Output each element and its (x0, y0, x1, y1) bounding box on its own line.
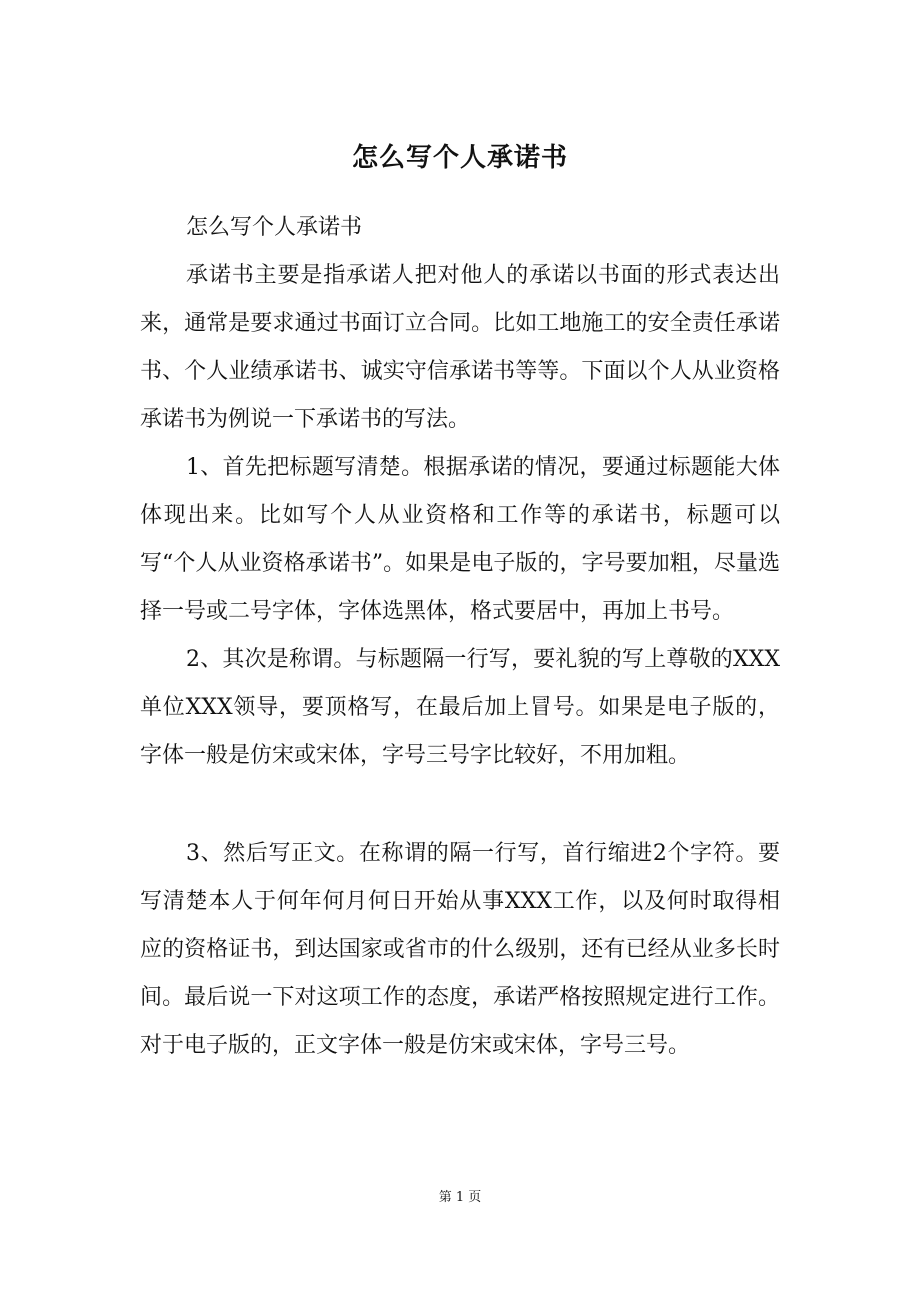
document-body (140, 204, 780, 1070)
paragraph-step-3: 3、然后写正文。在称谓的隔一行写，首行缩进2个字符。要写清楚本人于何年何月何日开始从事XXX工作，以及何时取得相应的资格证书，到达国家或省市的什么级别，还有已经从业多长时间。最后说一下对这项工作的态度，承诺严格按照规定进行工作。对于电子版的，正文字体一般是仿宋或宋体，字号三号。 (140, 841, 780, 1058)
paragraph-intro: 承诺书主要是指承诺人把对他人的承诺以书面的形式表达出来，通常是要求通过书面订立合同。比如工地施工的安全责任承诺书、个人业绩承诺书、诚实守信承诺书等等。下面以个人从业资格承诺书为例说一下承诺书的写法。 (140, 263, 780, 432)
page-number: 第 1 页 (438, 1190, 482, 1205)
page-title: 怎么写个人承诺书 (351, 143, 568, 173)
paragraph-step-2: 2、其次是称谓。与标题隔一行写，要礼貌的写上尊敬的XXX单位XXX领导，要顶格写，在最后加上冒号。如果是电子版的，字体一般是仿宋或宋体，字号三号字比较好，不用加粗。 (140, 647, 780, 768)
paragraph-subtitle: 怎么写个人承诺书 (186, 215, 363, 240)
paragraph-step-1: 1、首先把标题写清楚。根据承诺的情况，要通过标题能大体体现出来。比如写个人从业资格和工作等的承诺书，标题可以写“个人从业资格承诺书”。如果是电子版的，字号要加粗，尽量选择一号或二号字体，字体选黑体，格式要居中，再加上书号。 (140, 455, 780, 624)
